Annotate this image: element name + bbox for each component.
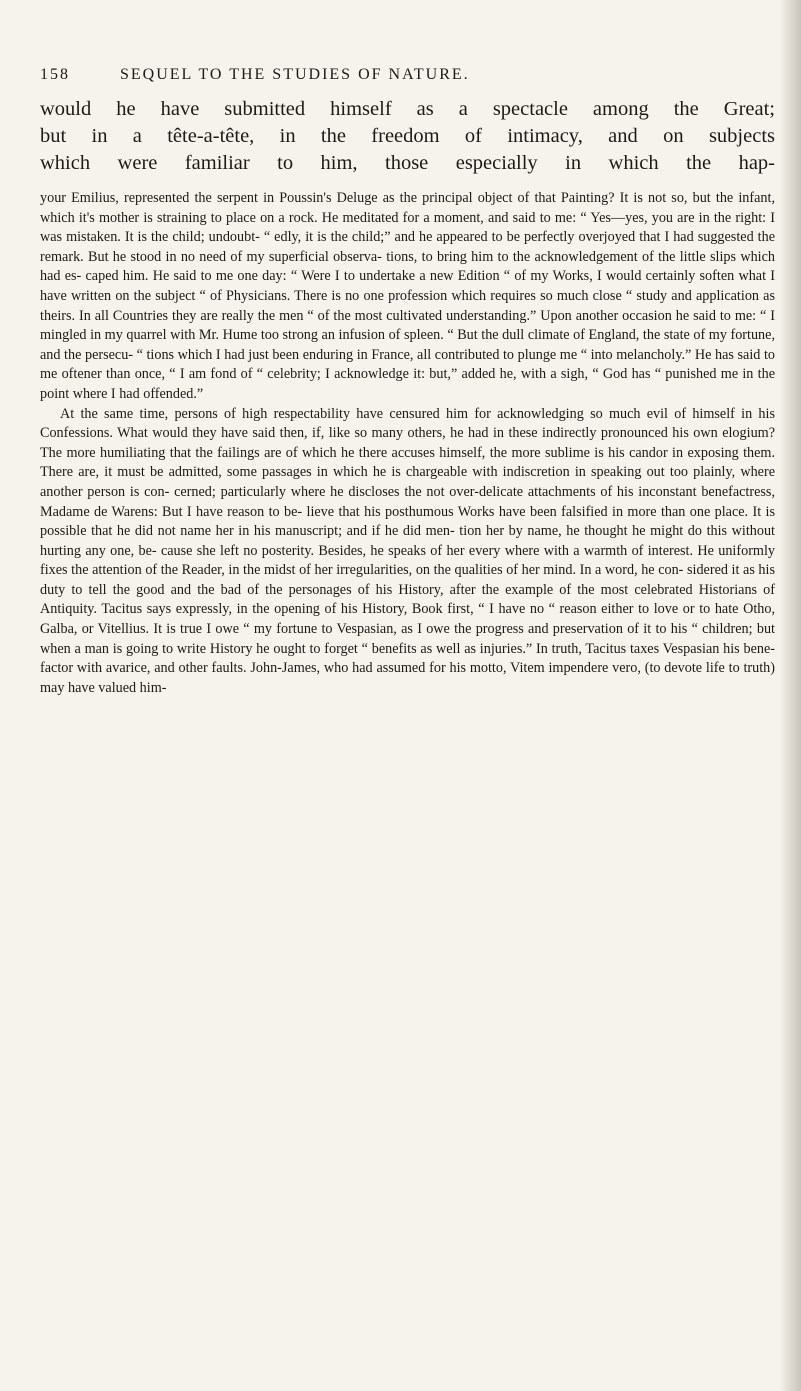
large-text-line: but in a tête-a-tête, in the freedom of intimacy, and on subjects — [40, 125, 775, 147]
running-title: SEQUEL TO THE STUDIES OF NATURE. — [120, 66, 470, 83]
page-edge-shadow — [779, 0, 801, 1391]
page-body — [40, 96, 775, 698]
paragraph: At the same time, persons of high respectability have censured him for acknowledging so much evil of himself in his Confessions. What would they have said then, if, like so many others, he had in these indirectly pronounced his own elogium? The more humiliating that the failings are of which he there accuses himself, the more sublime is his candor in exposing them. There are, it must be admitted, some passages in which he is chargeable with indiscretion in speaking out too plainly, where another person is con- cerned; particularly where he discloses the not over-delicate attachments of his inconstant benefactress, Madame de Warens: But I have reason to be- lieve that his posthumous Works have been falsified in more than one place. It is possible that he did not name her in his manuscript; and if he did men- tion her by name, he thought he might do this without hurting any one, be- cause she left no posterity. Besides, he speaks of her every where with a warmth of interest. He uniformly fixes the attention of the Reader, in the midst of her irregularities, on the qualities of her mind. In a word, he con- sidered it as his duty to tell the good and the bad of the personages of his History, after the example of the most celebrated Historians of Antiquity. Tacitus says expressly, in the opening of his History, Book first, “ I have no “ reason either to love or to hate Otho, Galba, or Vitellius. It is true I owe “ my fortune to Vespasian, as I owe the progress and preservation of it to his “ children; but when a man is going to write History he ought to forget “ benefits as well as injuries.” In truth, Tacitus taxes Vespasian his bene- factor with avarice, and other faults. John-James, who had assumed for his motto, Vitem impendere vero, (to devote life to truth) may have valued him- — [40, 405, 775, 696]
large-text-line: would he have submitted himself as a spectacle among the Great; — [40, 98, 775, 120]
small-text-block — [40, 189, 775, 698]
large-text-line: which were familiar to him, those especially in which the hap- — [40, 152, 775, 174]
large-text-block — [40, 96, 775, 177]
page-number: 158 — [40, 66, 70, 83]
paragraph-continued: your Emilius, represented the serpent in Poussin's Deluge as the principal object of that Painting? It is not so, but the infant, which it's mother is straining to place on a rock. He meditated for a moment, and said to me: “ Yes—yes, you are in the right: I was mistaken. It is the child; undoubt- “ edly, it is the child;” and he appeared to be perfectly overjoyed that I had suggested the remark. But he stood in no need of my superficial observa- tions, to bring him to the acknowledgement of the little slips which had es- caped him. He said to me one day: “ Were I to undertake a new Edition “ of my Works, I would certainly soften what I have written on the subject “ of Physicians. There is no one profession which requires so much close “ study and application as theirs. In all Countries they are really the men “ of the most cultivated understanding.” Upon another occasion he said to me: “ I mingled in my quarrel with Mr. Hume too strong an infusion of spleen. “ But the dull climate of England, the state of my fortune, and the persecu- “ tions which I had just been enduring in France, all contributed to plunge me “ into melancholy.” He has said to me oftener than once, “ I am fond of “ celebrity; I acknowledge it: but,” added he, with a sigh, “ God has “ punished me in the point where I had offended.” — [40, 190, 775, 402]
